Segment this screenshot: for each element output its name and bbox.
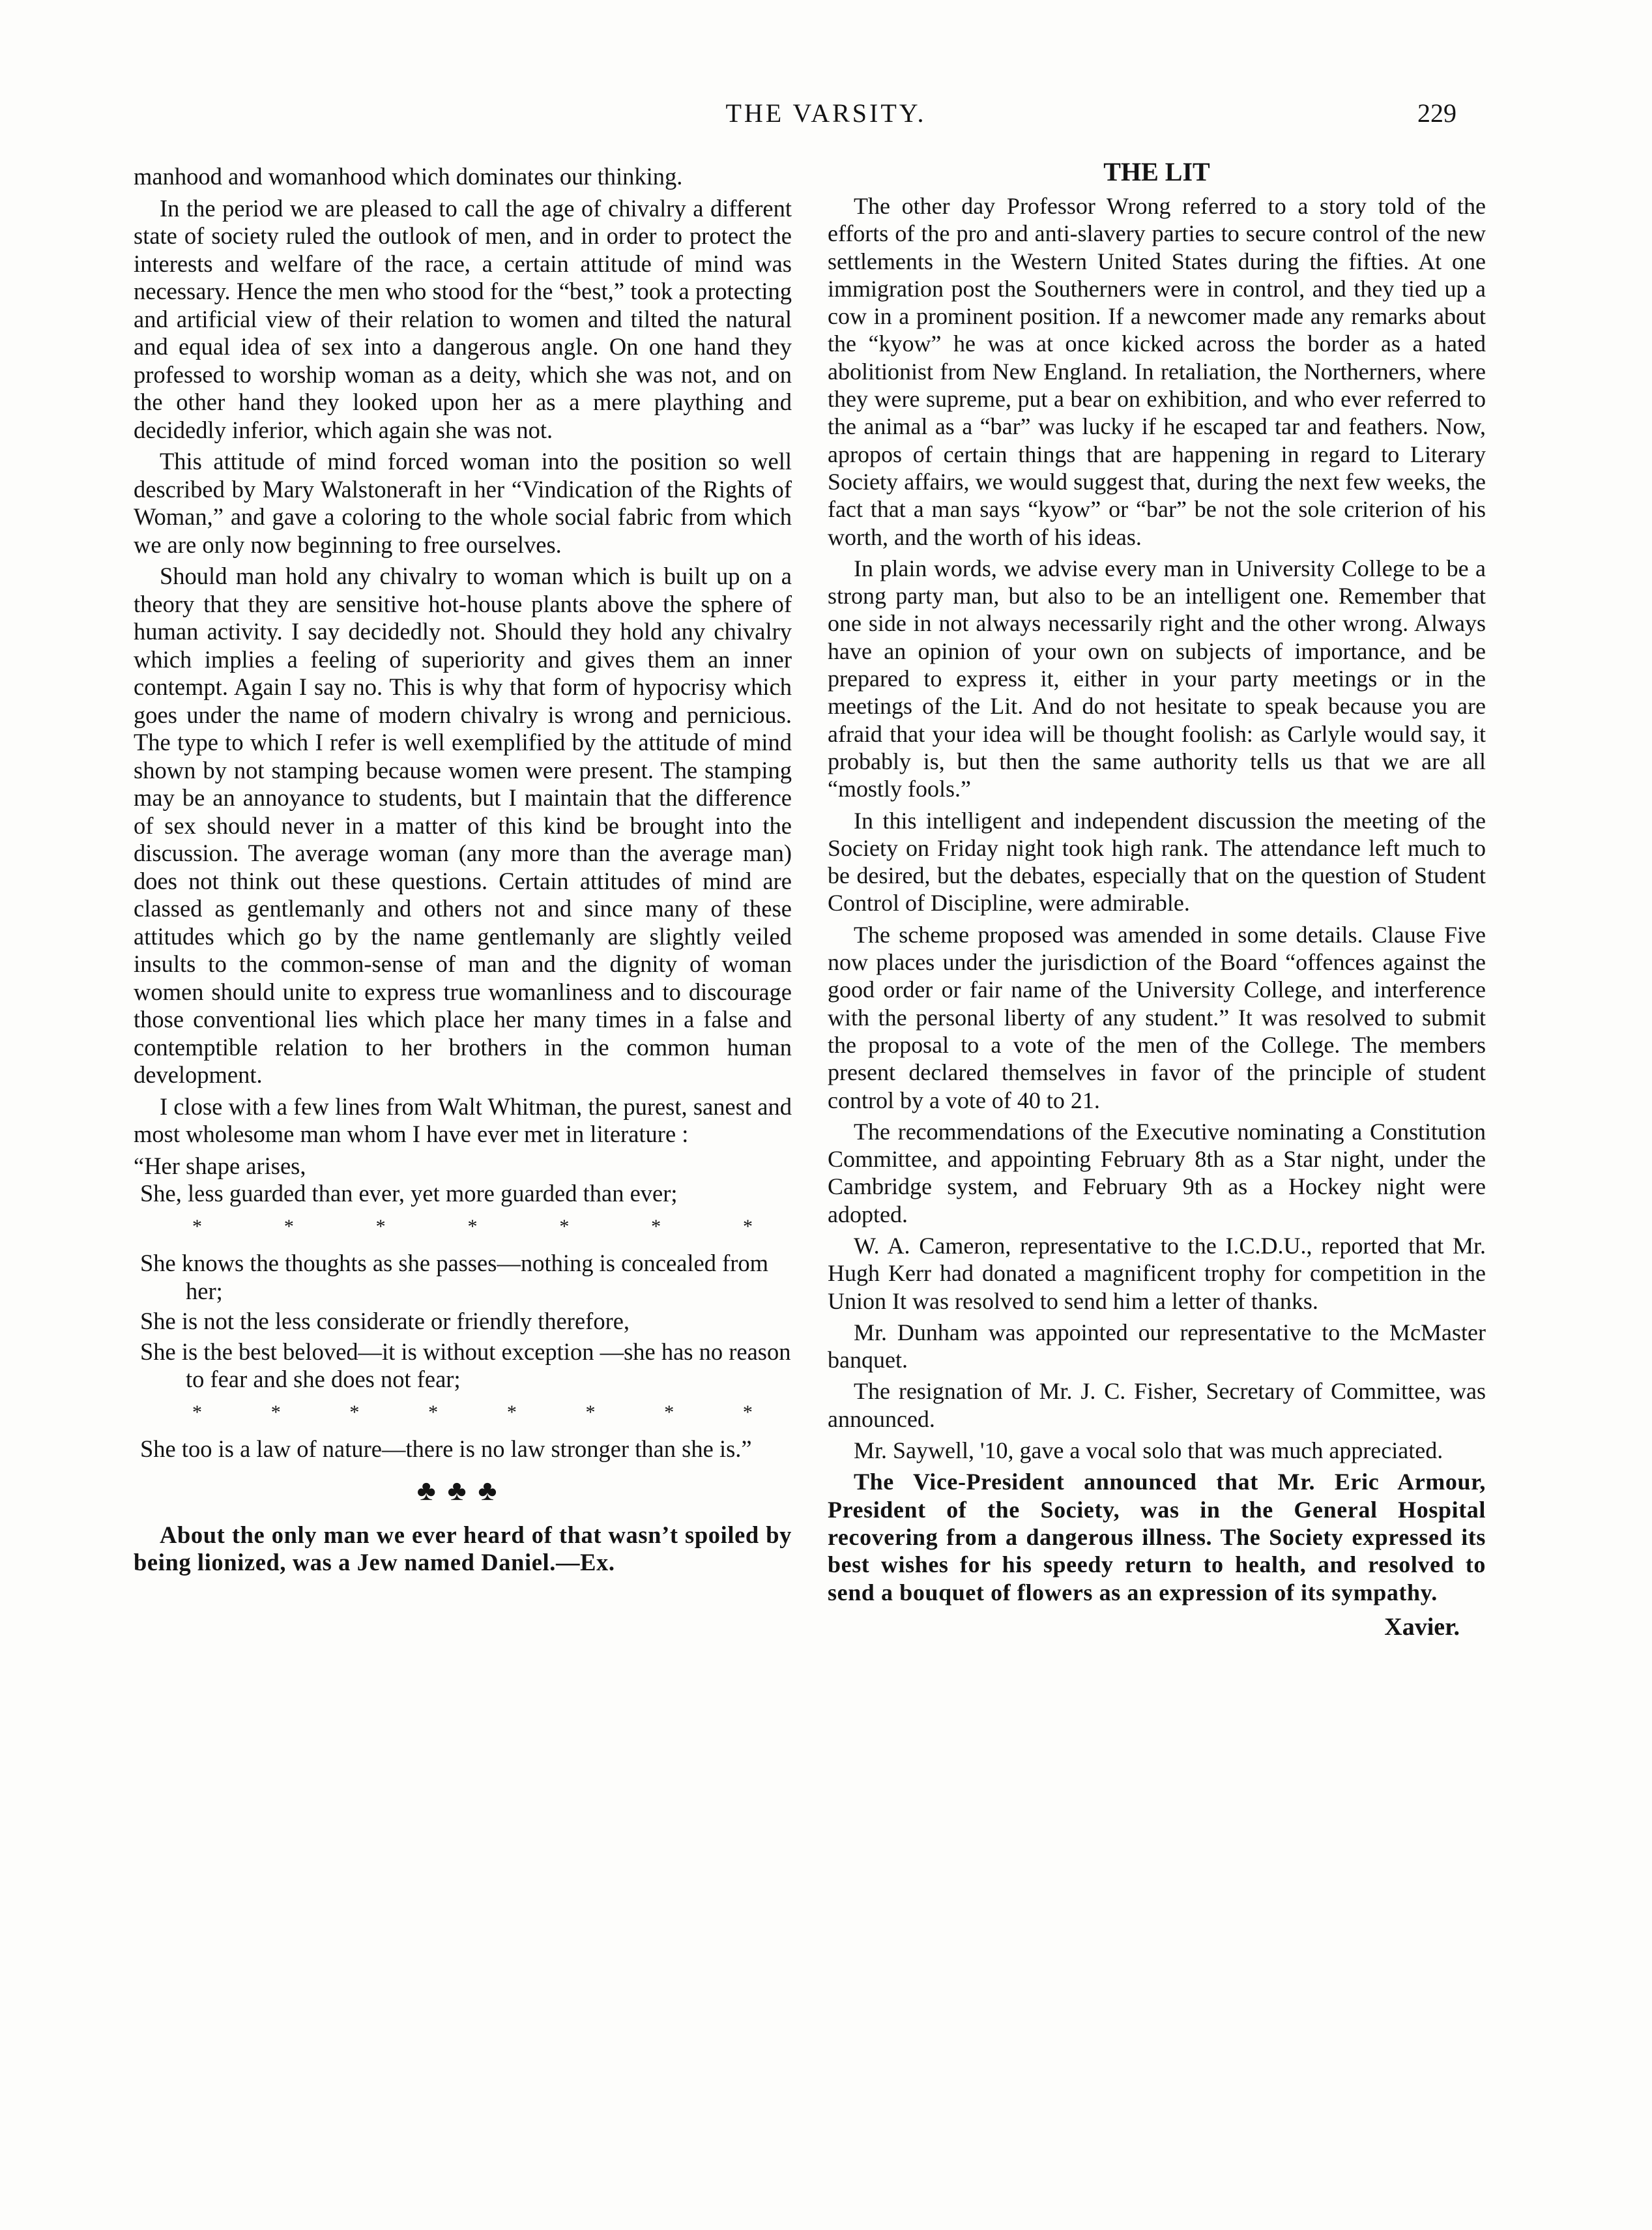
paragraph: This attitude of mind forced woman into the position so well described by Mary Walstoneraft in her “Vindication of the Rights of Woman,” and gave a coloring to the whole social fabric from which we are only now beginning to free ourselves. <box>134 448 792 558</box>
poem-line: She is the best beloved—it is without exception —she has no reason to fear and she does not fear; <box>140 1338 791 1392</box>
star: * <box>585 1401 596 1423</box>
star: * <box>375 1215 386 1237</box>
paragraph: In plain words, we advise every man in University College to be a strong party man, but also to be an intelligent one. Remember that one side in not always necessarily right and the other wrong. Always have an opinion of your own on subjects of importance, and be prepared to express it, either in your party meetings or in the meetings of the Lit. And do not hesitate to speak because you are afraid that your idea will be thought foolish: as Carlyle would say, it probably is, but then the same authority tells us that we are all “mostly fools.” <box>828 555 1486 802</box>
section-heading: THE LIT <box>1103 157 1210 186</box>
paragraph: Mr. Saywell, '10, gave a vocal solo that was much appreciated. <box>854 1437 1443 1464</box>
star: * <box>742 1215 753 1237</box>
paragraph: The Vice-President announced that Mr. Eric Armour, President of the Society, was in the General Hospital recovering from a dangerous illness. The Society expressed its best wishes for his speedy return to health, and resolved to send a bouquet of flowers as an expression of its sympathy. <box>828 1469 1486 1606</box>
left-column <box>134 163 792 1581</box>
poem-line: She is not the less considerate or friendly therefore, <box>140 1308 630 1334</box>
star: * <box>506 1401 517 1423</box>
star: * <box>651 1215 661 1237</box>
paragraph: The scheme proposed was amended in some details. Clause Five now places under the jurisdiction of the Board “offences against the good order or fair name of the University College, and interference with the personal liberty of any student.” It was resolved to submit the proposal to a vote of the men of the College. The members present declared themselves in favor of the principle of student control by a vote of 40 to 21. <box>828 921 1486 1113</box>
paragraph: In the period we are pleased to call the age of chivalry a different state of society ruled the outlook of men, and in order to protect the interests and welfare of the race, a certain attitude of mind was necessary. Hence the men who stood for the “best,” took a protecting and artificial view of their relation to women and tilted the natural and equal idea of sex into a dangerous angle. On one hand they professed to worship woman as a deity, which she was not, and on the other hand they looked upon her as a mere plaything and decidedly inferior, which again she was not. <box>134 194 792 443</box>
paragraph: I close with a few lines from Walt Whitman, the purest, sanest and most wholesome man whom I have ever met in literature : <box>134 1093 792 1147</box>
club-ornament-icon: ♣♣♣ <box>416 1474 509 1506</box>
poem-stanza <box>134 1435 792 1463</box>
star-separator <box>192 1399 753 1427</box>
closing-anecdote: About the only man we ever heard of that wasn’t spoiled by being lionized, was a Jew named Daniel.—Ex. <box>134 1521 792 1576</box>
star: * <box>283 1215 294 1237</box>
paragraph: The recommendations of the Executive nominating a Constitution Committee, and appointing February 8th as a Star night, under the Cambridge system, and February 9th as a Hockey night were adopted. <box>828 1118 1486 1227</box>
poem-stanza <box>134 1250 792 1394</box>
poem-stanza <box>134 1180 792 1208</box>
right-column <box>828 157 1486 1641</box>
poem-line: She too is a law of nature—there is no law stronger than she is.” <box>140 1435 752 1462</box>
paragraph: manhood and womanhood which dominates our thinking. <box>134 163 683 190</box>
star: * <box>192 1215 202 1237</box>
whitman-poem <box>134 1152 792 1463</box>
star: * <box>270 1401 281 1423</box>
paragraph: Should man hold any chivalry to woman which is built up on a theory that they are sensitive hot-house plants above the sphere of human activity. I say decidedly not. Should they hold any chivalry which implies a feeling of superiority and gives them an inner contempt. Again I say no. This is why that form of hypocrisy which goes under the name of modern chivalry is wrong and pernicious. The type to which I refer is well exemplified by the attitude of mind shown by not stamping because women were present. The stamping may be an annoyance to students, but I maintain that the difference of sex should never in a matter of this kind be brought into the discussion. The average woman (any more than the average man) does not think out these questions. Certain attitudes of mind are classed as gentlemanly and others not and since many of these attitudes which go by the name gentlemanly are slightly veiled insults to the common-sense of man and the dignity of woman women should unite to express true womanliness and to discourage those conventional lies which place her many times in a false and contemptible relation to her brothers in the common human development. <box>134 563 792 1088</box>
author-signature: Xavier. <box>1384 1613 1460 1641</box>
star: * <box>428 1401 439 1423</box>
star: * <box>742 1401 753 1423</box>
poem-line: “Her shape arises, <box>134 1152 306 1179</box>
page-number: 229 <box>1417 98 1456 128</box>
paragraph: W. A. Cameron, representative to the I.C.D.U., reported that Mr. Hugh Kerr had donated a magnificent trophy for competition in the Union It was resolved to send him a letter of thanks. <box>828 1232 1486 1314</box>
star: * <box>192 1401 202 1423</box>
poem-line: She knows the thoughts as she passes—nothing is concealed from her; <box>140 1250 769 1304</box>
paragraph: In this intelligent and independent discussion the meeting of the Society on Friday night took high rank. The attendance left much to be desired, but the debates, especially that on the question of Student Control of Discipline, were admirable. <box>828 807 1486 917</box>
paragraph: The other day Professor Wrong referred to a story told of the efforts of the pro and anti-slavery parties to secure control of the new settlements in the Western United States during the fifties. At one immigration post the Southerners were in control, and they tied up a cow in a prominent position. If a newcomer made any remarks about the “kyow” he was at once kicked across the border as a hated abolitionist from New England. In retaliation, the Northerners, where they were supreme, put a bear on exhibition, and who ever referred to the animal as a “bar” was lucky if he escaped tar and feathers. Now, apropos of certain things that are happening in regard to Literary Society affairs, we would suggest that, during the next few weeks, the fact that a man says “kyow” or “bar” be not the sole criterion of his worth, and the worth of his ideas. <box>828 193 1486 550</box>
running-title: THE VARSITY. <box>725 98 927 128</box>
star: * <box>664 1401 674 1423</box>
star: * <box>467 1215 478 1237</box>
star-separator <box>192 1213 753 1241</box>
star: * <box>559 1215 570 1237</box>
poem-line: She, less guarded than ever, yet more guarded than ever; <box>140 1180 678 1207</box>
paragraph: Mr. Dunham was appointed our representative to the McMaster banquet. <box>828 1319 1486 1373</box>
paragraph: The resignation of Mr. J. C. Fisher, Secretary of Committee, was announced. <box>828 1378 1486 1432</box>
star: * <box>349 1401 360 1423</box>
